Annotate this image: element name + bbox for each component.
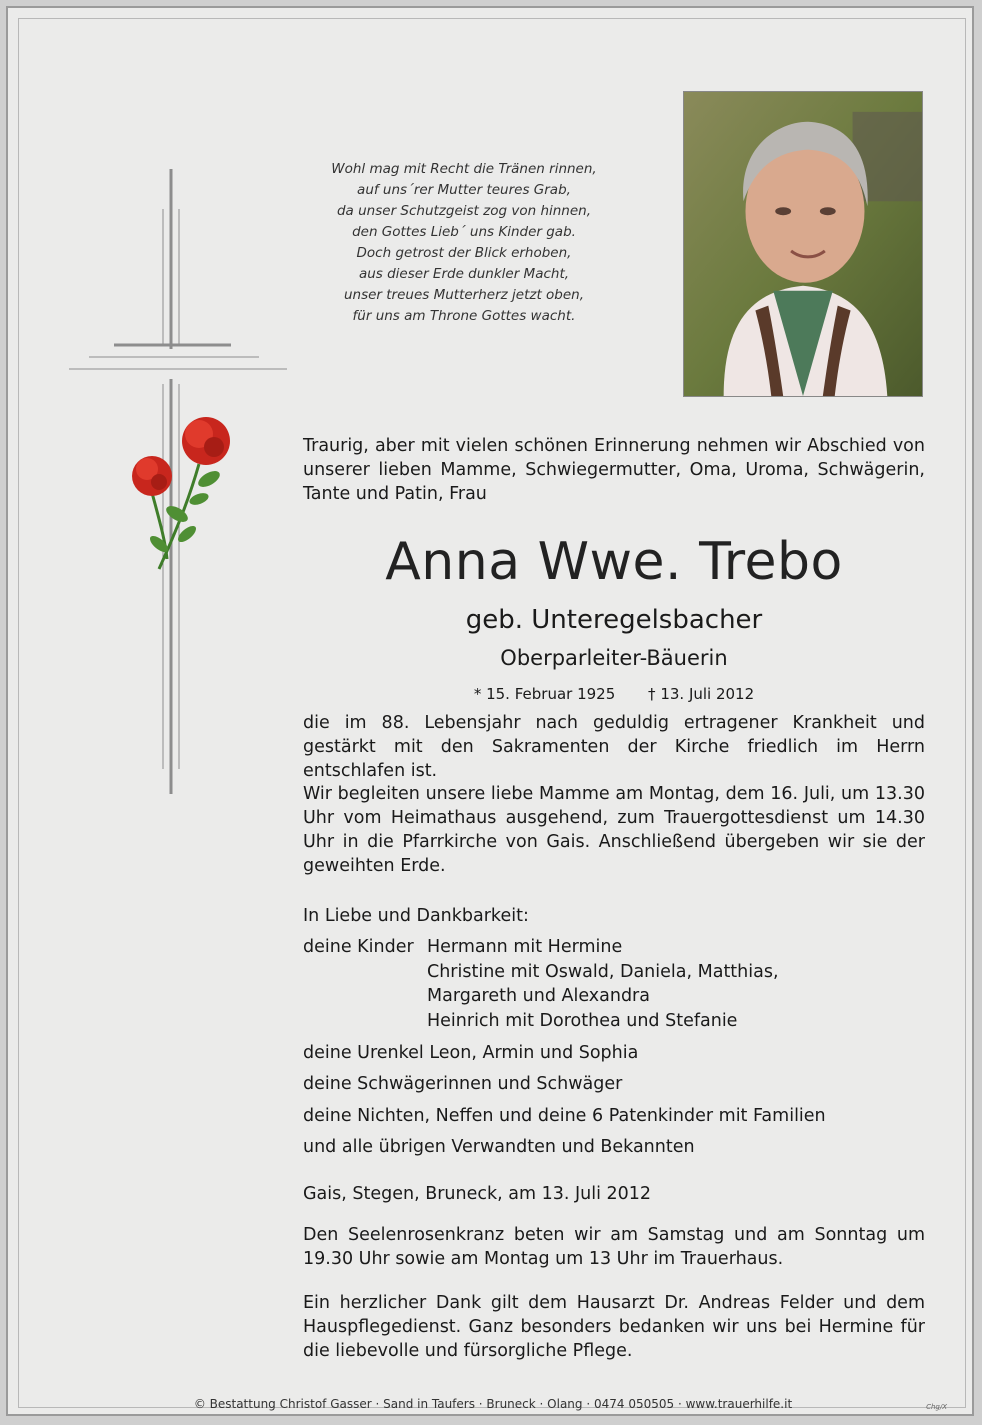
- mourners-heading: In Liebe und Dankbarkeit:: [303, 906, 529, 926]
- mourners-line: und alle übrigen Verwandten und Bekannten: [303, 1137, 695, 1157]
- occupation: Oberparleiter-Bäuerin: [500, 646, 728, 670]
- children-line: Heinrich mit Dorothea und Stefanie: [427, 1011, 738, 1031]
- poem-line: für uns am Throne Gottes wacht.: [352, 308, 576, 324]
- children-line: Christine mit Oswald, Daniela, Matthias,: [427, 962, 779, 982]
- portrait-photo: [683, 91, 923, 397]
- poem-line: den Gottes Lieb´ uns Kinder gab.: [352, 224, 576, 240]
- mourners-line: deine Nichten, Neffen und deine 6 Patenkinder mit Familien: [303, 1106, 826, 1126]
- rosary-text: Den Seelenrosenkranz beten wir am Samstag und am Sonntag um 19.30 Uhr sowie am Montag um 13 Uhr im Trauerhaus.: [303, 1225, 925, 1269]
- death-date: † 13. Juli 2012: [648, 685, 755, 703]
- place-date: Gais, Stegen, Bruneck, am 13. Juli 2012: [303, 1184, 652, 1204]
- poem: [309, 159, 619, 327]
- children-line: Margareth und Alexandra: [427, 986, 650, 1006]
- children-line: Hermann mit Hermine: [427, 937, 623, 957]
- passing-text: die im 88. Lebensjahr nach geduldig ertragener Krankheit und gestärkt mit den Sakramenten der Kirche friedlich im Herrn entschlafen ist.: [303, 713, 925, 781]
- thanks-text: Ein herzlicher Dank gilt dem Hausarzt Dr. Andreas Felder und dem Hauspflegedienst. Ganz besonders bedanken wir uns bei Hermine für die liebevolle und fürsorgliche Pflege.: [303, 1293, 925, 1361]
- poem-line: Wohl mag mit Recht die Tränen rinnen,: [331, 161, 597, 177]
- corner-mark: Chg/X: [926, 1403, 947, 1411]
- mourners-line: deine Urenkel Leon, Armin und Sophia: [303, 1043, 639, 1063]
- notice-frame: [6, 6, 974, 1416]
- notice-border: [18, 18, 966, 1411]
- footer-credits: © Bestattung Christof Gasser · Sand in Taufers · Bruneck · Olang · 0474 050505 · www.trauerhilfe.it: [193, 1397, 793, 1411]
- poem-line: da unser Schutzgeist zog von hinnen,: [336, 203, 592, 219]
- deceased-name: Anna Wwe. Trebo: [385, 532, 843, 592]
- poem-line: unser treues Mutterherz jetzt oben,: [343, 287, 585, 303]
- cross-with-roses-icon: [59, 169, 299, 809]
- birth-date: * 15. Februar 1925: [473, 685, 616, 703]
- children-label: deine Kinder: [303, 937, 414, 957]
- poem-line: aus dieser Erde dunkler Macht,: [358, 266, 570, 282]
- poem-line: auf uns´rer Mutter teures Grab,: [357, 182, 571, 198]
- funeral-text: Wir begleiten unsere liebe Mamme am Montag, dem 16. Juli, um 13.30 Uhr vom Heimathaus ausgehend, zum Trauergottesdienst um 14.30 Uhr in die Pfarrkirche von Gais. Anschließend übergeben wir sie der geweihten Erde.: [303, 784, 925, 876]
- poem-line: Doch getrost der Blick erhoben,: [356, 245, 572, 261]
- mourners-line: deine Schwägerinnen und Schwäger: [303, 1074, 623, 1094]
- birth-name: geb. Unteregelsbacher: [465, 605, 763, 635]
- life-dates: [303, 683, 925, 705]
- intro-text: Traurig, aber mit vielen schönen Erinnerung nehmen wir Abschied von unserer lieben Mamme, Schwiegermutter, Oma, Uroma, Schwägerin, Tante und Patin, Frau: [303, 436, 925, 504]
